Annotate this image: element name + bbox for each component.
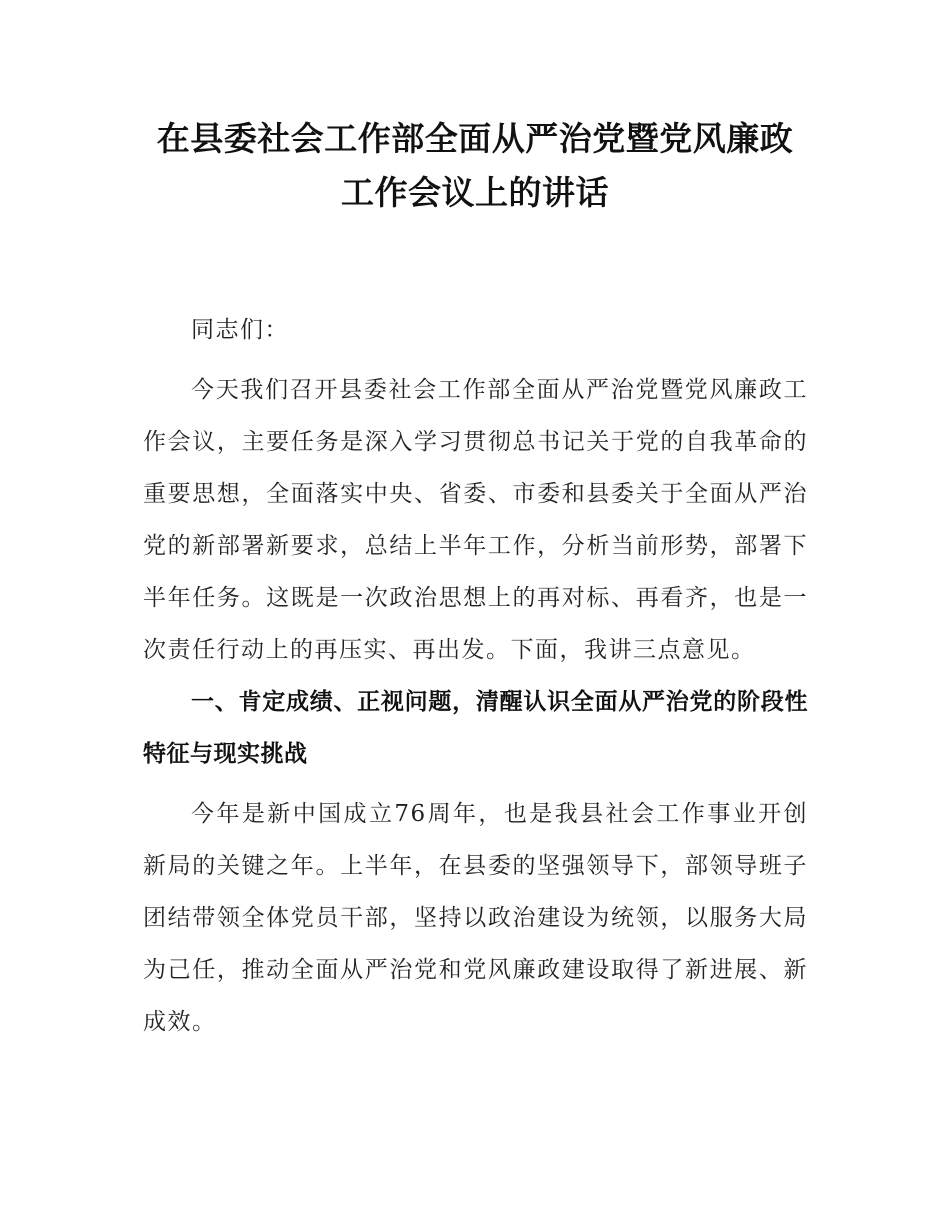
title-line-2: 工作会议上的讲话 [341, 173, 609, 212]
paragraph-intro: 今天我们召开县委社会工作部全面从严治党暨党风廉政工作会议，主要任务是深入学习贯彻总书记关于党的自我革命的重要思想，全面落实中央、省委、市委和县委关于全面从严治党的新部署新要求，总结上半年工作，分析当前形势，部署下半年任务。这既是一次政治思想上的再对标、再看齐，也是一次责任行动上的再压实、再出发。下面，我讲三点意见。 [143, 377, 808, 663]
paragraph-section-1: 今年是新中国成立76周年，也是我县社会工作事业开创新局的关键之年。上半年，在县委的坚强领导下，部领导班子团结带领全体党员干部，坚持以政治建设为统领，以服务大局为己任，推动全面从严治党和党风廉政建设取得了新进展、新成效。 [143, 801, 808, 1035]
title-line-1: 在县委社会工作部全面从严治党暨党风廉政 [156, 119, 794, 158]
greeting: 同志们： [191, 317, 289, 343]
section-heading-1: 一、肯定成绩、正视问题，清醒认识全面从严治党的阶段性特征与现实挑战 [143, 689, 808, 767]
document-title [100, 112, 850, 220]
